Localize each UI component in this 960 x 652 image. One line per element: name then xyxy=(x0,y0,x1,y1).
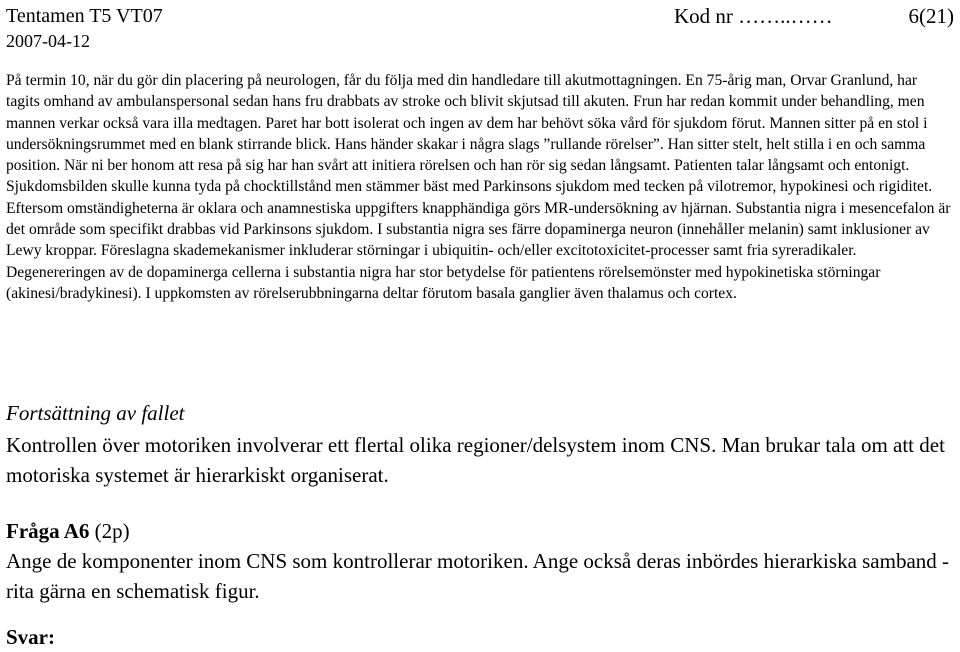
question-points: (2p) xyxy=(94,519,130,543)
page-header xyxy=(6,4,954,52)
question-heading xyxy=(6,518,130,544)
code-number-field: Kod nr ……..…… xyxy=(674,4,833,28)
question-label: Fråga A6 xyxy=(6,519,90,543)
answer-label: Svar: xyxy=(6,625,55,649)
page-number: 6(21) xyxy=(908,4,954,28)
section-title: Fortsättning av fallet xyxy=(6,401,185,425)
question-text: Ange de komponenter inom CNS som kontrollerar motoriken. Ange också deras inbördes hierarkiska samband - rita gärna en schematisk figur. xyxy=(6,549,950,603)
exam-date: 2007-04-12 xyxy=(6,31,90,51)
exam-title: Tentamen T5 VT07 xyxy=(6,5,163,27)
section-text: Kontrollen över motoriken involverar ett flertal olika regioner/delsystem inom CNS. Man brukar tala om att det motoriska systemet är hierarkiskt organiserat. xyxy=(6,433,945,487)
case-description: På termin 10, när du gör din placering på neurologen, får du följa med din handledare till akutmottagningen. En 75-årig man, Orvar Granlund, har tagits omhand av ambulanspersonal sedan hans fru drabbats av stroke och blivit skjutsad till akuten. Frun har redan kommit under behandling, men mannen verkar också vara illa medtagen. Paret har bott isolerat och ingen av dem har behövt söka vård för sjukdom förut. Mannen sitter på en stol i undersökningsrummet med en blank stirrande blick. Hans händer skakar i några slags ”rullande rörelser”. Han sitter stelt, helt stilla i en och samma position. När ni ber honom att resa på sig har han svårt att initiera rörelsen och han rör sig sedan långsamt. Patienten talar långsamt och entonigt. Sjukdomsbilden skulle kunna tyda på chocktillstånd men stämmer bäst med Parkinsons sjukdom med tecken på vilotremor, hypokinesi och rigiditet. Eftersom omständigheterna är oklara och anamnestiska uppgifters knapphändiga görs MR-undersökning av hjärnan. Substantia nigra i mesencefalon är det område som specifikt drabbas vid Parkinsons sjukdom. I substantia nigra ses färre dopaminerga neuron (innehåller melanin) samt inklusioner av Lewy kroppar. Föreslagna skademekanismer inkluderar störningar i ubiquitin- och/eller excitotoxicitet-processer samt fria syreradikaler. Degenereringen av de dopaminerga cellerna i substantia nigra har stor betydelse för patientens rörelsemönster med hypokinetiska störningar (akinesi/bradykinesi). I uppkomsten av rörelserubbningarna deltar förutom basala ganglier även thalamus och cortex. xyxy=(6,72,951,302)
